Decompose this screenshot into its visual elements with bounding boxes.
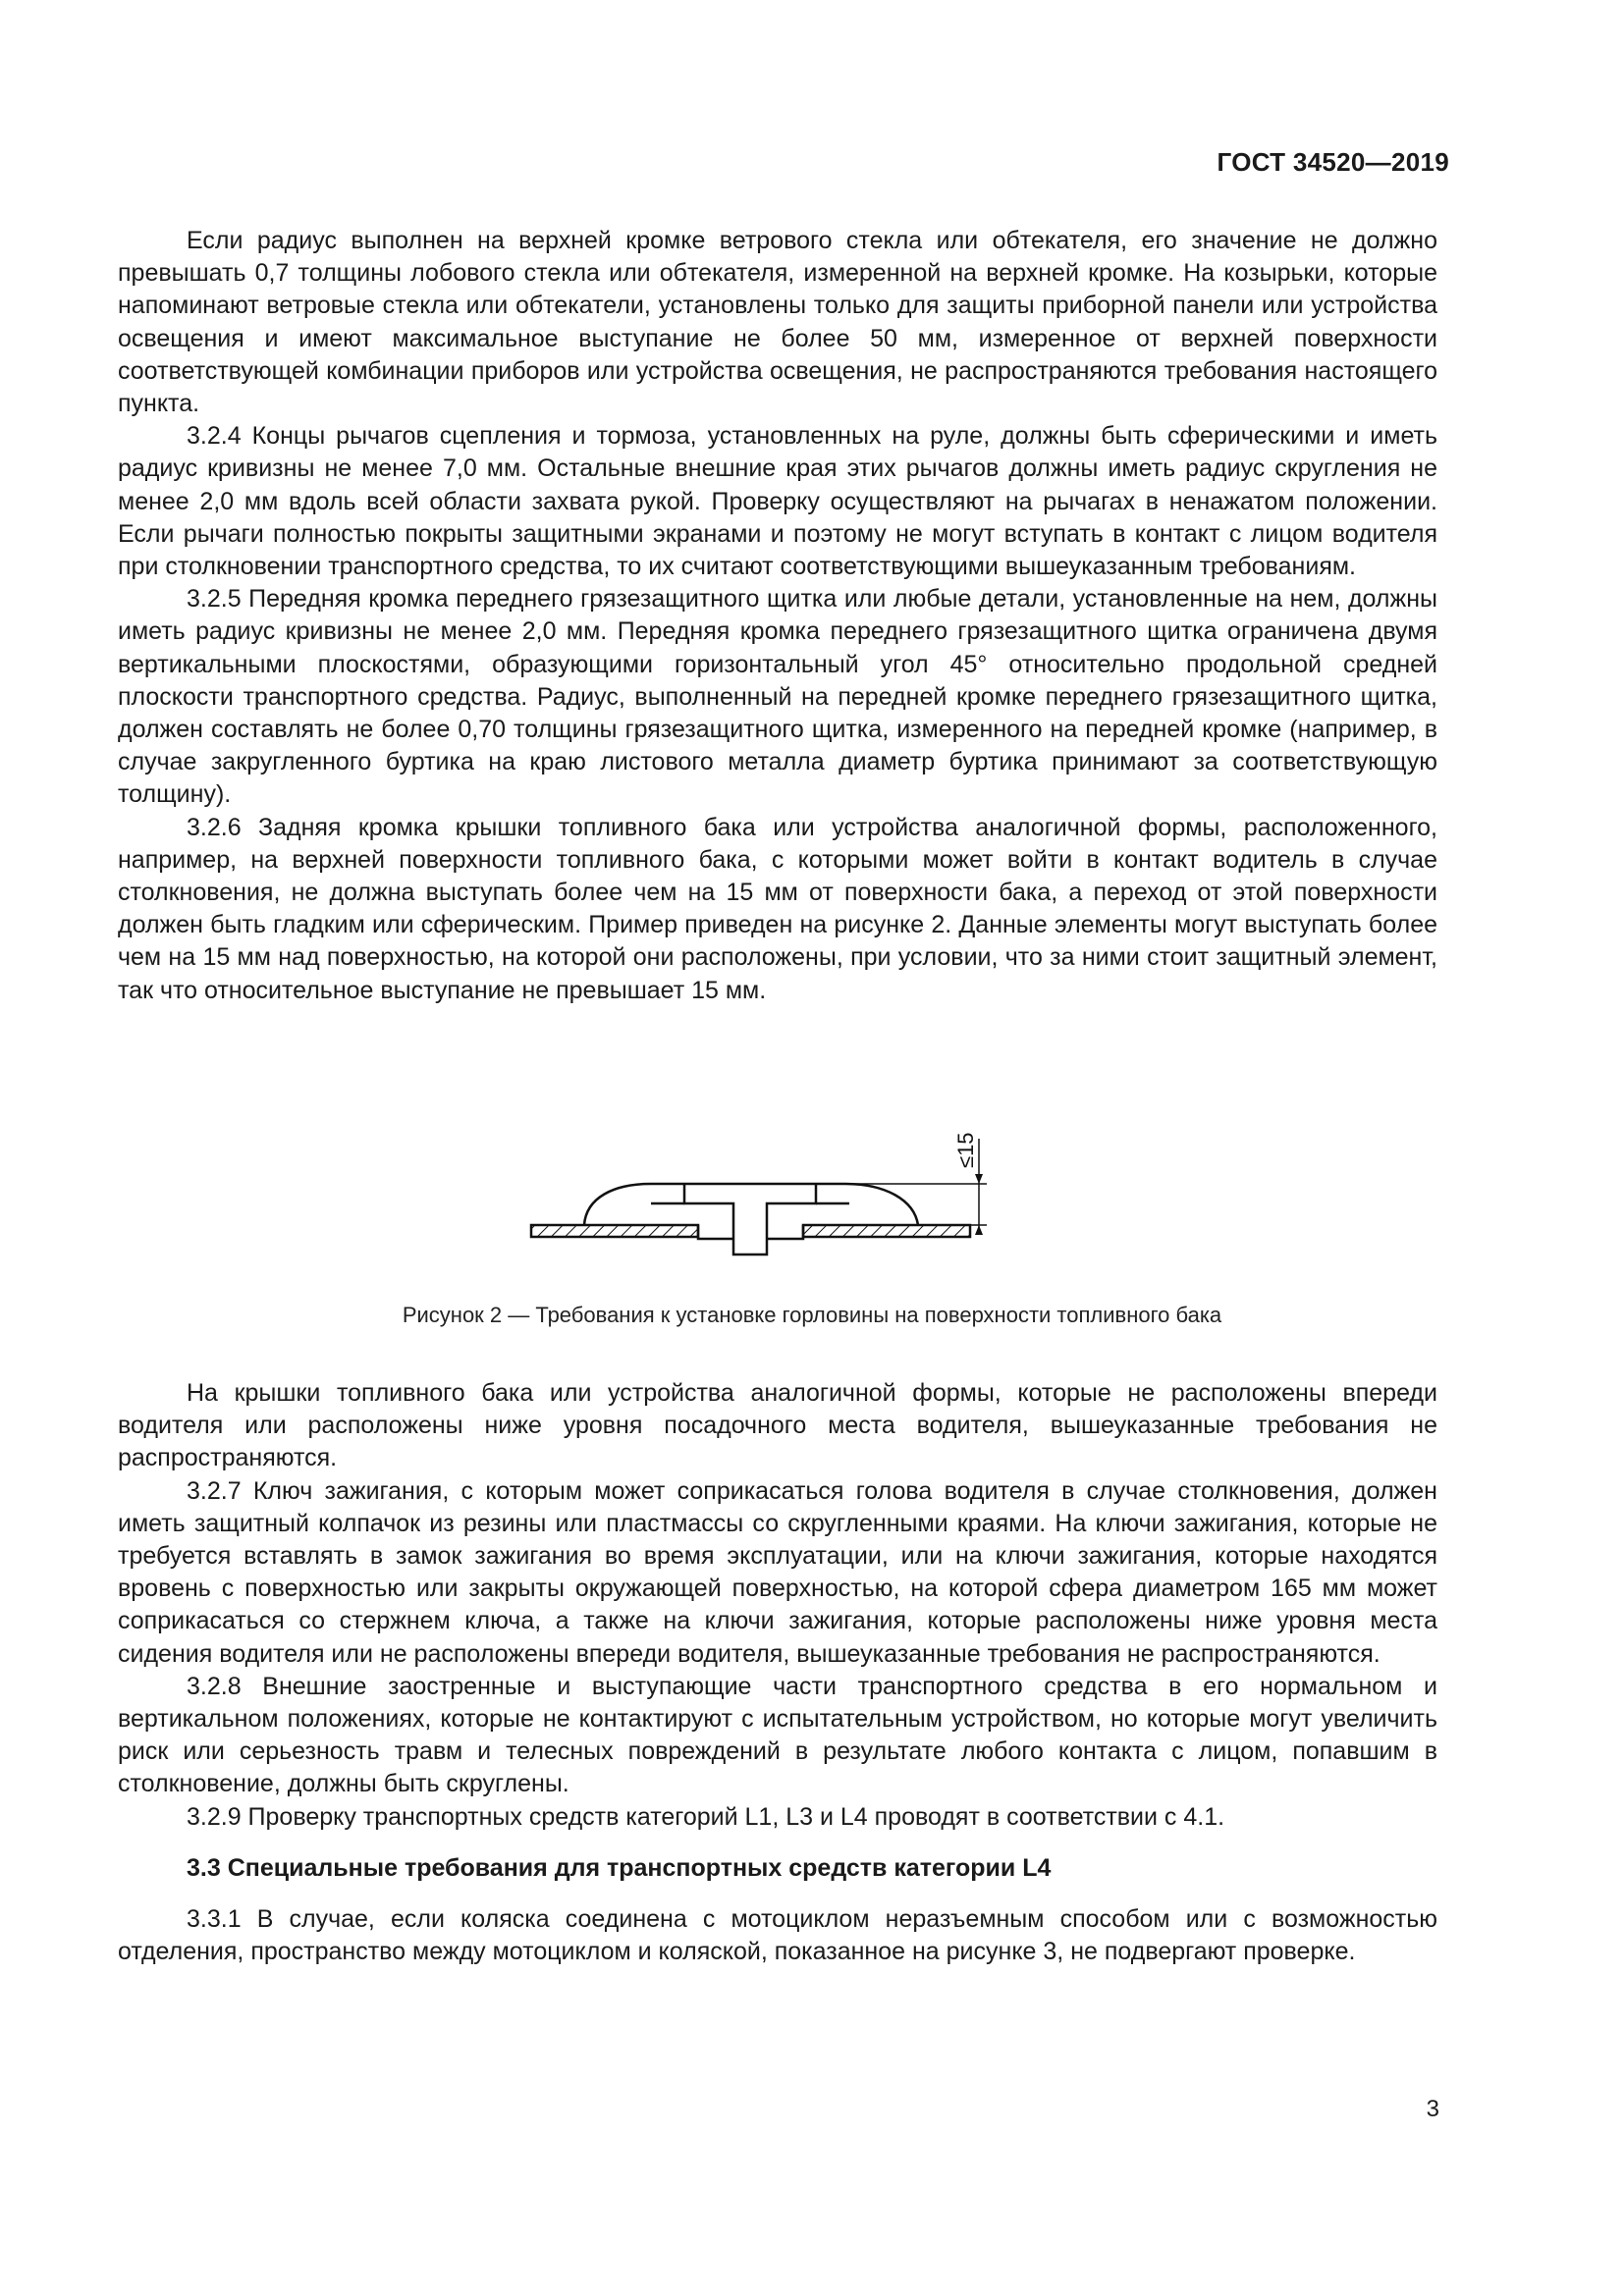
paragraph-3-2-6: 3.2.6 Задняя кромка крышки топливного бака или устройства аналогичной формы, расположенного, например, на верхней поверхности топливного бака, с которыми может войти в контакт водитель в случае столкновения, не должна выступать более чем на 15 мм от поверхности бака, а переход от этой поверхности должен быть гладким или сферическим. Пример приведен на рисунке 2. Данные элементы могут выступать более чем на 15 мм над поверхностью, на которой они расположены, при условии, что за ними стоит защитный элемент, так что относительное выступание не превышает 15 мм. (118, 813, 1437, 1004)
paragraph-3-2-8: 3.2.8 Внешние заостренные и выступающие части транспортного средства в его нормальном и вертикальном положениях, которые не контактируют с испытательным устройством, но которые могут увеличить риск или серьезность травм и телесных повреждений в результате любого контакта с лицом, попавшим в столкновение, должны быть скруглены. (118, 1672, 1437, 1798)
paragraph-3-2-5: 3.2.5 Передняя кромка переднего грязезащитного щитка или любые детали, установленные на нем, должны иметь радиус кривизны не менее 2,0 мм. Передняя кромка переднего грязезащитного щитка ограничена двумя вертикальными плоскостями, образующими горизонтальный угол 45° относительно продольной средней плоскости транспортного средства. Радиус, выполненный на передней кромке переднего грязезащитного щитка, должен составлять не более 0,70 толщины грязезащитного щитка, измеренного на передней кромке (например, в случае закругленного буртика на краю листового металла диаметр буртика принимают за соответствующую толщину). (118, 585, 1437, 809)
dim-arrow-bottom (975, 1225, 983, 1235)
text-block-top (118, 225, 1437, 1007)
paragraph-3-2-7: 3.2.7 Ключ зажигания, с которым может соприкасаться голова водителя в случае столкновения, должен иметь защитный колпачок из резины или пластмассы со скругленными краями. На ключи зажигания, которые не требуется вставлять в замок зажигания во время эксплуатации, или на ключи зажигания, которые находятся вровень с поверхностью или закрыты окружающей поверхностью, на которой сфера диаметром 165 мм может соприкасаться со стержнем ключа, а также на ключи зажигания, которые расположены ниже уровня места сидения водителя или не расположены впереди водителя, вышеуказанные требования не распространяются. (118, 1476, 1437, 1668)
tank-surface-left (531, 1225, 698, 1237)
neck-wall-left (698, 1225, 733, 1239)
paragraph-fuel-cap-exception: На крышки топливного бака или устройства аналогичной формы, которые не расположены впереди водителя или расположены ниже уровня посадочного места водителя, вышеуказанные требования не распространяются. (118, 1379, 1437, 1472)
neck-wall-right (767, 1225, 803, 1239)
paragraph-3-2-4: 3.2.4 Концы рычагов сцепления и тормоза, установленных на руле, должны быть сферическими и иметь радиус кривизны не менее 7,0 мм. Остальные внешние края этих рычагов должны иметь радиус скругления не менее 2,0 мм вдоль всей области захвата рукой. Проверку осуществляют на рычагах в ненажатом положении. Если рычаги полностью покрыты защитными экранами и поэтому не могут вступать в контакт с лицом водителя при столкновении транспортного средства, то их считают соответствующими вышеуказанным требованиям. (118, 422, 1437, 581)
figure-caption: Рисунок 2 — Требования к установке горловины на поверхности топливного бака (402, 1303, 1222, 1327)
cap-dome (584, 1184, 918, 1225)
page-number: 3 (1426, 2096, 1439, 2122)
paragraph-3-3-1: 3.3.1 В случае, если коляска соединена с мотоциклом неразъемным способом или с возможностью отделения, пространство между мотоциклом и коляской, показанное на рисунке 3, не подвергают проверке. (118, 1905, 1437, 1966)
text-block-bottom (118, 1377, 1437, 1968)
paragraph-windscreen-radius: Если радиус выполнен на верхней кромке ветрового стекла или обтекателя, его значение не должно превышать 0,7 толщины лобового стекла или обтекателя, измеренной на верхней кромке. На козырьки, которые напоминают ветровые стекла или обтекатели, установлены только для защиты приборной панели или устройства освещения и имеют максимальное выступание не более 50 мм, измеренное от верхней поверхности соответствующей комбинации приборов или устройства освещения, не распространяются требования настоящего пункта. (118, 227, 1437, 418)
fuel-neck-t (684, 1184, 816, 1255)
tank-surface-right (803, 1225, 970, 1237)
paragraph-3-2-9: 3.2.9 Проверку транспортных средств категорий L1, L3 и L4 проводят в соответствии с 4.1. (187, 1802, 1225, 1831)
document-id-header: ГОСТ 34520—2019 (1217, 147, 1449, 177)
dim-label: ≤15 (953, 1132, 978, 1168)
dim-arrow-top (975, 1174, 983, 1184)
figure-2-fuel-neck-diagram (525, 1109, 1075, 1276)
section-heading-3-3: 3.3 Специальные требования для транспортных средств категории L4 (187, 1853, 1052, 1882)
